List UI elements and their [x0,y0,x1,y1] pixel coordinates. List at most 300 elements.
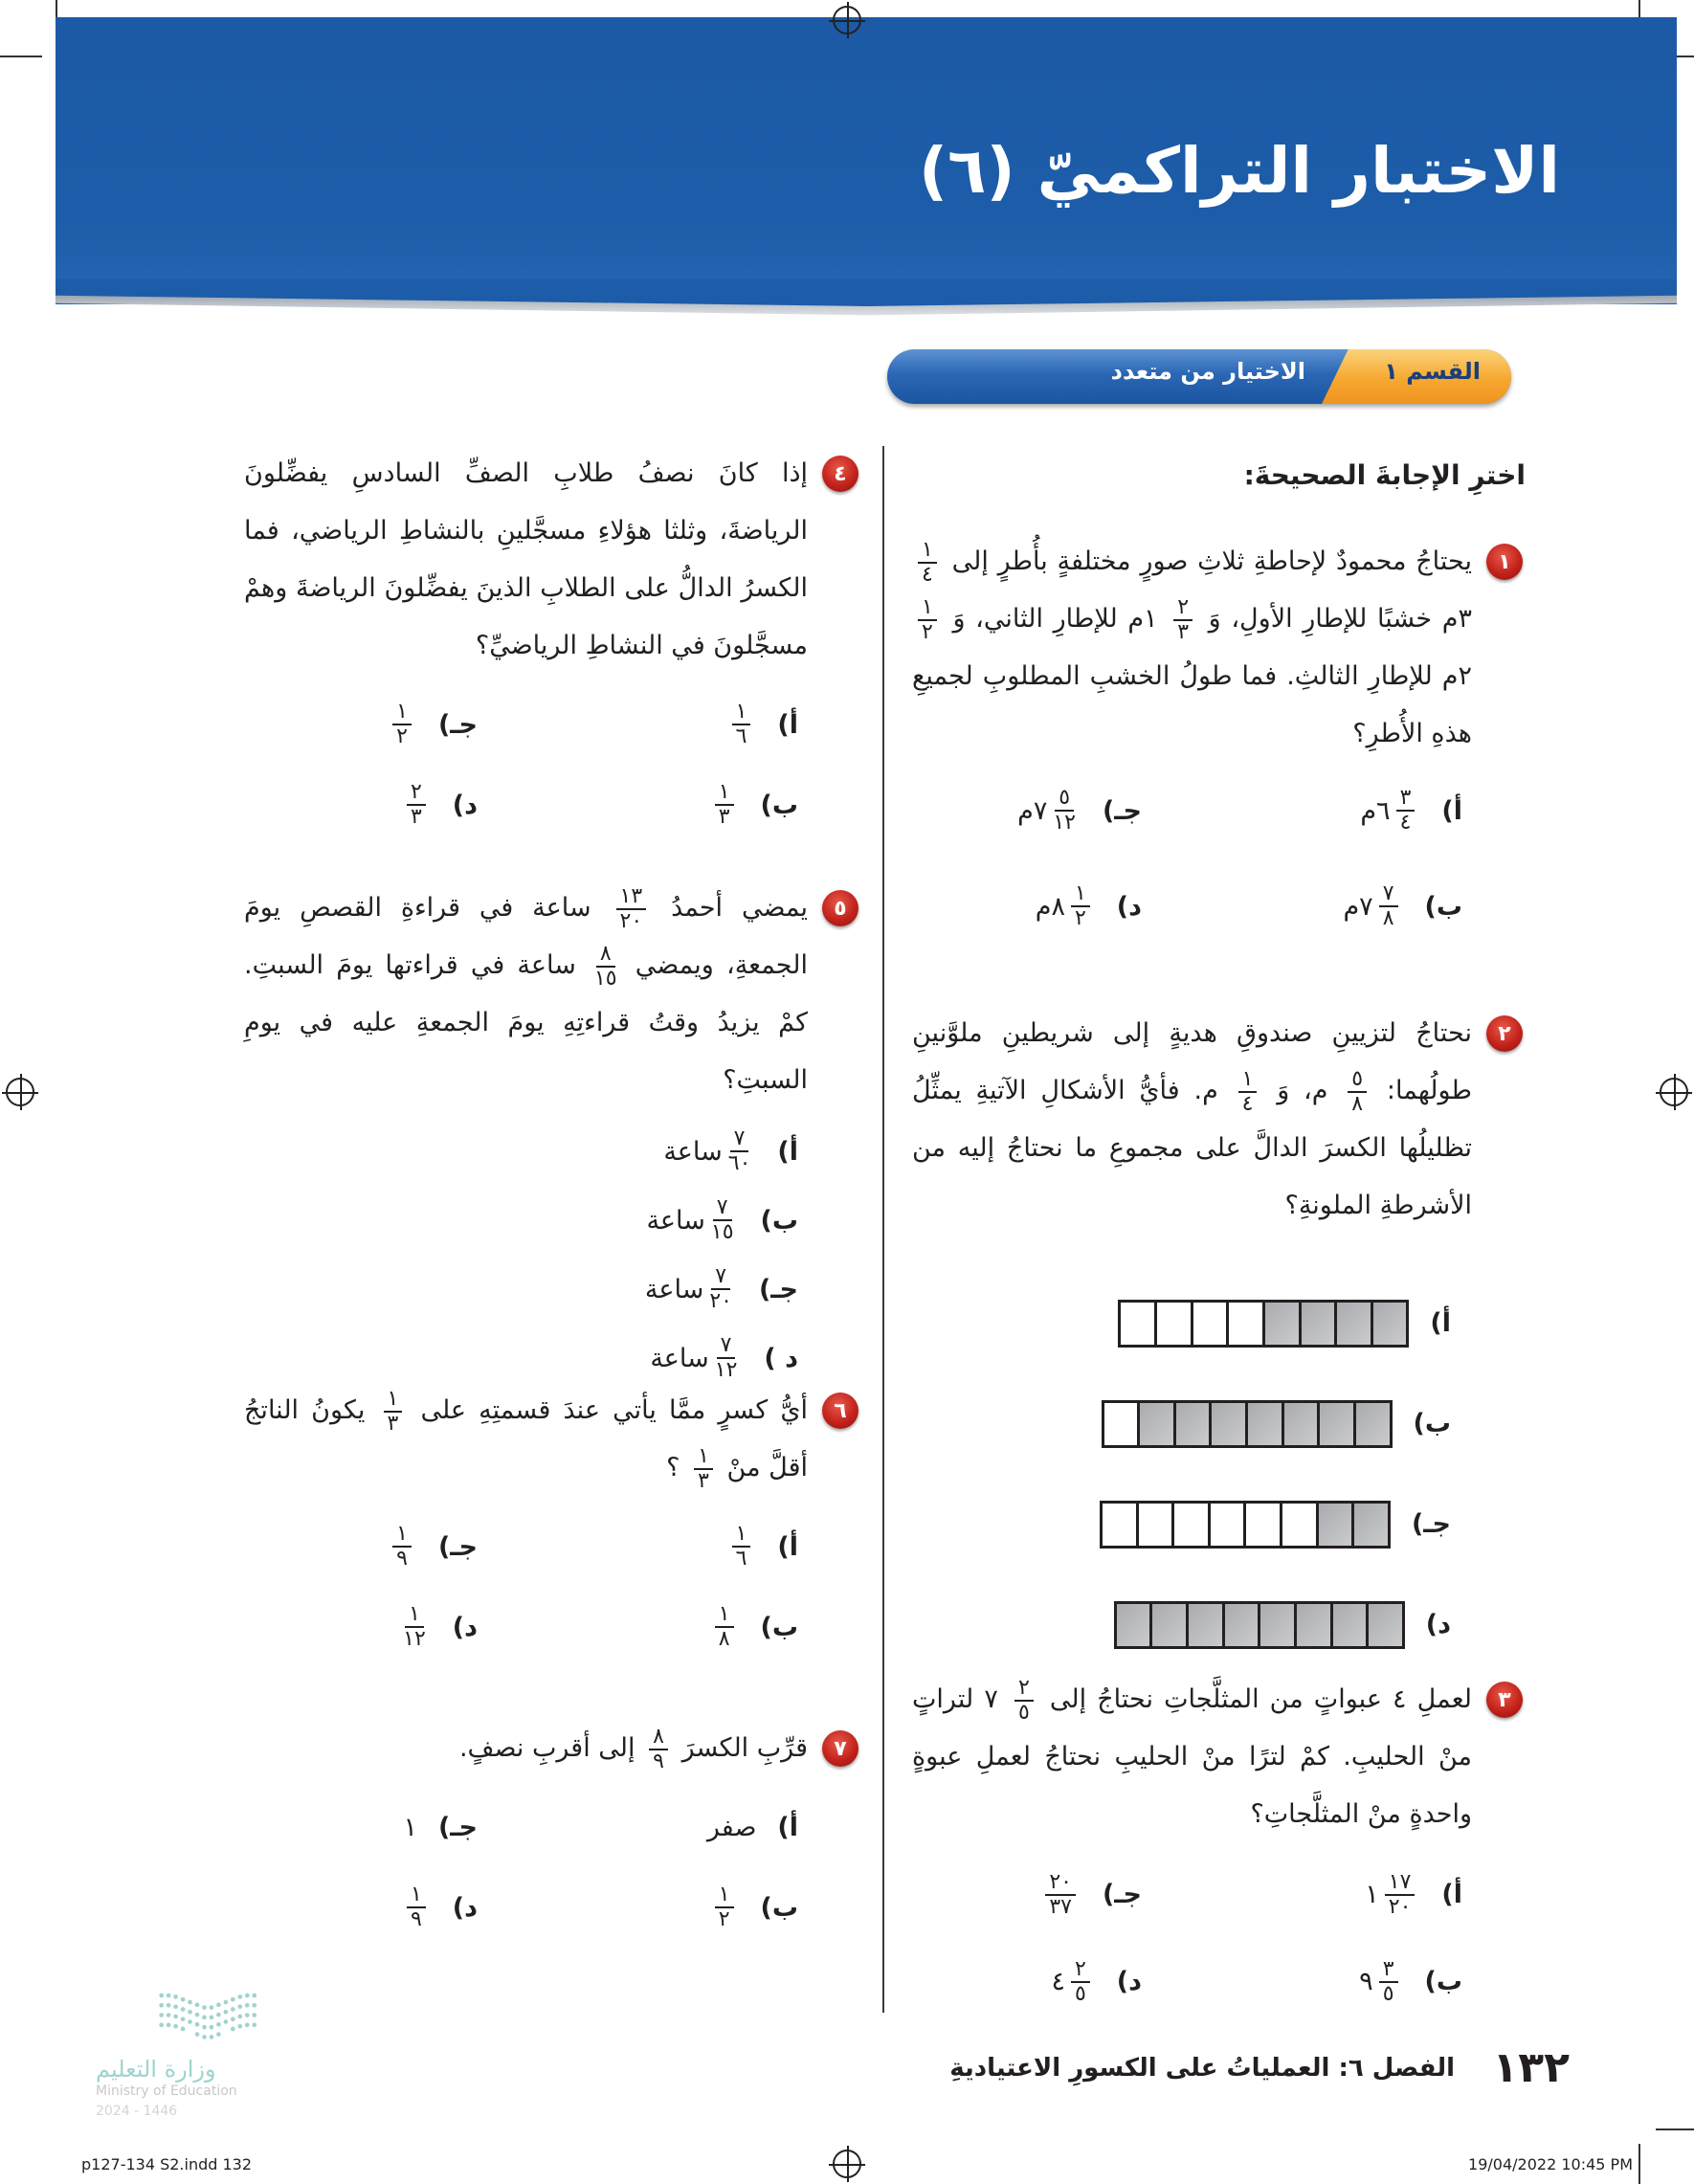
fraction [715,781,734,829]
section-banner [887,349,1511,404]
answer-option[interactable] [1068,1373,1451,1474]
fraction-denominator: ٦٠ [727,1151,751,1175]
logo-dot [167,2013,171,2017]
text-segment: ٢م للإطارِ الثالثِ. فما طولُ الخشبِ المطلوبِ لجميعِ هذهِ الأُطرِ؟ [912,661,1472,748]
logo-dot [159,2022,164,2027]
fraction [407,781,426,829]
option-label: أ) [1441,795,1462,826]
option-label: جـ) [437,709,478,740]
fraction-numerator: ٢ [1173,596,1192,621]
fraction-denominator: ٥ [1074,1981,1086,2006]
logo-year: 2024 - 1446 [96,2104,178,2119]
answer-option[interactable] [478,1506,798,1587]
text-segment: نحتاجُ لتزيينِ صندوقِ هديةٍ إلى شريطينِ ملوَّنينِ طولُهما: [912,1018,1472,1105]
fraction [649,1726,668,1773]
fraction-numerator: ٥ [1348,1068,1367,1093]
logo-dot [188,2010,192,2015]
text-segment: ساعة في قراءتها يومَ السبتِ. كمْ يزيدُ وقتُ قراءتِهِ يومَ الجمعةِ عليه في يومِ السبتِ؟ [244,950,808,1095]
fraction-numerator: ١ [715,1603,734,1628]
text-segment: ١ [1365,1880,1379,1909]
fraction [1173,596,1192,644]
page-title: الاختبار التراكميّ (٦) [918,134,1560,208]
logo-dot [159,2013,164,2017]
answer-option[interactable] [1142,858,1462,954]
text-segment: ٣م خشبًا للإطارِ الأولِ، وَ [1208,604,1472,634]
ministry-logo-icon [96,1989,325,2056]
fraction-denominator: ٢٠ [1388,1894,1412,1919]
logo-dot [173,1995,178,1999]
text-segment: ساعة في قراءةِ القصصِ يومَ الجمعةِ، ويمضي [244,893,808,980]
fraction-denominator: ٤ [1241,1091,1254,1116]
question-6 [244,1382,847,1667]
section-title: الاختيار من متعدد [1110,358,1305,385]
logo-dot [210,2025,214,2030]
answer-option[interactable] [1142,1851,1462,1938]
fraction [1385,1871,1415,1919]
fraction [732,701,751,748]
fraction [715,1883,734,1931]
answer-option[interactable] [478,1186,798,1255]
answer-option[interactable] [478,1117,798,1186]
logo-dot [181,1997,186,2002]
fraction-denominator: ٢ [718,1907,730,1931]
fraction-numerator: ١ [392,701,412,725]
logo-dot [231,2027,235,2032]
logo-dot [181,2017,186,2021]
text-segment: ساعة [650,1343,709,1373]
registration-mark-icon [833,2150,861,2178]
shaded-part [1351,1504,1388,1546]
answer-option[interactable] [157,684,478,765]
unshaded-part [1154,1303,1191,1345]
answer-option[interactable] [821,1851,1142,1938]
logo-dot [202,2016,207,2020]
answer-option[interactable] [821,1938,1142,2025]
unshaded-part [1104,1403,1138,1445]
question-number-badge: ٦ [822,1393,858,1429]
fraction-denominator: ١٢ [714,1358,738,1382]
fraction-denominator: ٢٠ [709,1289,732,1313]
shaded-part [1317,1403,1353,1445]
fraction-denominator: ٥ [1017,1700,1030,1725]
registration-mark-icon [833,6,861,34]
option-label: أ) [777,1812,798,1842]
answer-option[interactable] [157,1587,478,1667]
answer-option[interactable] [157,1867,478,1948]
logo-dot [167,2003,171,2008]
unshaded-part [1103,1504,1136,1546]
logo-dot [159,1994,164,1998]
fraction-numerator: ١ [694,1445,713,1470]
logo-dot [237,2024,242,2029]
crop-mark [0,56,42,57]
logo-dot [167,1994,171,1998]
fraction [616,885,647,933]
fraction-numerator: ٥ [1055,787,1074,812]
question-1 [912,533,1511,954]
question-number-badge: ١ [1486,544,1523,580]
fraction-numerator: ١٧ [1385,1871,1415,1896]
question-stem [912,1005,1472,1235]
instruction: اخترِ الإجابةَ الصحيحةَ: [1243,459,1526,491]
slug-file: p127-134 S2.indd 132 [81,2155,253,2173]
fraction-numerator: ٧ [730,1127,749,1152]
logo-english-text: Ministry of Education [96,2084,237,2099]
shaded-part [1222,1604,1259,1646]
fraction [384,1388,403,1436]
unshaded-part [1121,1303,1154,1345]
fraction-numerator: ١ [918,596,937,621]
logo-dot [195,2002,200,2007]
answer-option[interactable] [1142,763,1462,858]
fraction-denominator: ٢ [396,724,408,748]
question-number-badge: ٢ [1486,1015,1523,1052]
option-label: ب) [760,1892,798,1923]
fraction-denominator: ٩ [653,1749,664,1773]
question-number-badge: ٧ [822,1730,858,1767]
fraction [1053,787,1076,835]
fraction-numerator: ٢٠ [1045,1871,1076,1896]
option-label: أ) [1430,1308,1451,1338]
logo-dot [224,2019,229,2024]
fraction-numerator: ١ [392,1523,412,1548]
fraction-numerator: ٢ [407,781,426,806]
fraction [1379,1958,1398,2006]
option-label: جـ) [1102,795,1142,826]
fraction-numerator: ١ [715,781,734,806]
text-segment: ٩ [1359,1967,1373,1996]
option-label: د) [452,1612,478,1642]
fraction-numerator: ١ [715,1883,734,1908]
fraction-denominator: ٤ [922,562,933,587]
fraction [1071,1958,1090,2006]
shaded-part [1245,1403,1282,1445]
logo-dot [224,2010,229,2015]
fraction [1014,1677,1034,1725]
question-5 [244,880,847,1393]
shaded-part [1173,1403,1210,1445]
fraction-numerator: ١ [405,1603,424,1628]
question-2 [912,1005,1511,1675]
fraction-numerator: ١ [1071,882,1090,907]
logo-dot [237,2004,242,2009]
answer-option[interactable] [478,684,798,765]
fraction-numerator: ٧ [1379,882,1398,907]
option-label: ب) [1424,891,1462,922]
answer-options [912,1851,1472,2025]
page-number: ١٣٢ [1492,2043,1570,2092]
crop-mark [1638,2144,1640,2184]
option-label: ب) [760,1612,798,1642]
logo-dot [188,2000,192,2005]
logo-dot [252,2013,256,2017]
logo-dot [210,2005,214,2010]
fraction-denominator: ٢٠ [619,908,643,933]
answer-options [244,1787,808,1948]
question-number-badge: ٤ [822,456,858,492]
fraction-denominator: ٣ [410,805,422,829]
logo-dot [252,2003,256,2008]
unshaded-part [1171,1504,1208,1546]
logo-dot [216,2022,221,2027]
unshaded-part [1226,1303,1262,1345]
text-segment: أيُّ كسرٍ ممَّا يأتي عندَ قسمتِهِ على [420,1395,808,1425]
answer-options [244,1117,808,1393]
logo-dot [237,1995,242,1999]
text-segment: قرِّبِ الكسرَ [681,1733,808,1763]
fraction-numerator: ٧ [711,1265,730,1290]
fraction-denominator: ١٥ [593,966,617,991]
answer-option[interactable] [478,1867,798,1948]
logo-dot [188,2019,192,2024]
logo-dot [245,2013,250,2017]
text-segment: ساعة [644,1274,704,1304]
answer-option[interactable] [821,763,1142,858]
text-segment: يحتاجُ محمودٌ لإحاطةِ ثلاثِ صورٍ مختلفةٍ بأُطرٍ إلى [951,546,1472,576]
fraction [918,596,937,644]
option-label: أ) [777,709,798,740]
text-segment: ساعة [646,1205,705,1236]
logo-dot [210,2016,214,2020]
option-label: جـ) [758,1274,798,1304]
option-label: جـ) [437,1531,478,1562]
logo-dot [245,2022,250,2027]
fraction-numerator: ٢ [1071,1958,1090,1983]
answer-option[interactable] [157,1787,478,1867]
option-label: د ) [764,1343,798,1373]
logo-dot [216,2013,221,2017]
answer-options [912,1273,1472,1675]
fraction-numerator: ٧ [717,1334,736,1359]
answer-option[interactable] [1068,1273,1451,1373]
fraction-denominator: ٦ [735,1547,747,1571]
logo-dot [202,2025,207,2030]
fraction-denominator: ٣ [718,805,730,829]
fraction [1348,1068,1367,1116]
shaded-part [1186,1604,1222,1646]
text-segment: صفر [706,1812,757,1842]
registration-mark-icon [1660,1078,1688,1106]
question-number-badge: ٣ [1486,1682,1523,1718]
shaded-part [1299,1303,1335,1345]
text-segment: ساعة [663,1136,723,1167]
fraction [407,1883,426,1931]
question-4 [244,445,847,845]
option-label: د) [452,790,478,820]
fraction-denominator: ٩ [410,1907,422,1931]
text-segment: ٦م [1360,795,1391,826]
fraction-numerator: ٣ [1379,1958,1398,1983]
fraction-denominator: ١٢ [1053,811,1076,835]
fraction-numerator: ١ [732,1523,751,1548]
question-stem [912,533,1472,763]
fraction-denominator: ٣٧ [1049,1894,1072,1919]
section-number: القسم ١ [1384,358,1481,385]
fraction-numerator: ١ [732,701,751,725]
answer-options [912,763,1472,954]
fraction-denominator: ٨ [718,1627,730,1651]
logo-dot [231,2007,235,2012]
fraction [392,1523,412,1571]
unshaded-part [1243,1504,1280,1546]
fraction [715,1603,734,1651]
fraction-denominator: ٣ [1177,619,1190,644]
fraction-denominator: ٢ [922,619,933,644]
text-segment: م. فأيُّ الأشكالِ الآتيةِ يمثِّلُ تظليلُها الكسرَ الدالَّ على مجموعِ ما نحتاجُ إليه من الأشرطةِ الملونةِ؟ [912,1076,1472,1220]
option-label: ب) [1413,1409,1451,1438]
fraction-denominator: ٣ [387,1411,399,1436]
fraction-denominator: ٦ [735,724,747,748]
text-segment: ٧م [1343,891,1373,922]
text-segment: ٧ لتراتٍ منْ الحليبِ. كمْ لترًا منْ الحليبِ نحتاجُ لعملِ عبوةٍ واحدةٍ منْ المثلَّجاتِ؟ [912,1684,1472,1829]
fraction [1238,1068,1258,1116]
fraction-denominator: ٢ [1074,906,1086,930]
question-stem [244,1720,808,1777]
unshaded-part [1191,1303,1227,1345]
shaded-part [1371,1303,1407,1345]
question-3 [912,1671,1511,2025]
shaded-part [1316,1504,1352,1546]
question-7 [244,1720,847,1948]
fraction-numerator: ١٣ [616,885,647,910]
question-stem [244,1382,808,1497]
option-label: أ) [777,1531,798,1562]
option-label: جـ) [437,1812,478,1842]
shaded-part [1258,1604,1294,1646]
logo-dot [252,1994,256,1998]
fraction-numerator: ٢ [1014,1677,1034,1702]
shaded-part [1149,1604,1186,1646]
fraction-denominator: ١٢ [403,1627,426,1651]
answer-options [244,684,808,845]
fraction [709,1265,732,1313]
registration-mark-icon [6,1078,34,1106]
answer-option[interactable] [1068,1574,1451,1675]
answer-option[interactable] [157,765,478,845]
fraction-denominator: ٩ [396,1547,408,1571]
fraction-denominator: ٤ [1399,811,1412,835]
answer-option[interactable] [478,765,798,845]
text-segment: يمضي أحمدُ [671,893,808,923]
fraction-bar [1102,1400,1393,1448]
option-label: ب) [760,1205,798,1236]
logo-dot [167,2022,171,2027]
fraction-denominator: ٨ [1351,1091,1364,1116]
logo-dot [195,2013,200,2017]
shaded-part [1282,1403,1318,1445]
question-number-badge: ٥ [822,890,858,926]
option-label: ب) [1424,1967,1462,1996]
question-stem [912,1671,1472,1843]
option-label: أ) [777,1136,798,1167]
shaded-part [1294,1604,1330,1646]
logo-dot [224,2000,229,2005]
unshaded-part [1208,1504,1244,1546]
logo-dot [173,2015,178,2019]
fraction [392,701,412,748]
fraction [694,1445,713,1493]
text-segment: لعملِ ٤ عبواتٍ من المثلَّجاتِ نحتاجُ إلى [1049,1684,1472,1714]
fraction-numerator: ١ [918,539,937,564]
text-segment: يكونُ الناتجُ أقلَّ منْ [244,1395,808,1482]
fraction-numerator: ٧ [713,1196,732,1221]
text-segment: ١م للإطارِ الثاني، وَ [952,604,1158,634]
question-stem [244,880,808,1109]
logo-dot [216,2002,221,2007]
logo-dot [181,2027,186,2032]
fraction [1071,882,1090,930]
shaded-part [1137,1403,1173,1445]
fraction [711,1196,734,1244]
fraction-numerator: ٨ [596,943,615,968]
crop-mark [1656,2128,1694,2130]
text-segment: ؟ [666,1453,680,1482]
fraction-bar [1114,1601,1405,1649]
text-segment: إلى أقربِ نصفٍ. [458,1733,635,1763]
logo-dot [202,2005,207,2010]
answer-option[interactable] [157,1506,478,1587]
shaded-part [1353,1403,1390,1445]
option-label: أ) [1441,1880,1462,1909]
text-segment: م، وَ [1277,1076,1328,1105]
text-segment: ٨م [1035,891,1065,922]
option-label: جـ) [1411,1509,1451,1539]
logo-dot [252,2022,256,2027]
shaded-part [1209,1403,1245,1445]
answer-option[interactable] [821,858,1142,954]
answer-option[interactable] [1068,1474,1451,1574]
answer-option[interactable] [478,1587,798,1667]
option-label: ب) [760,790,798,820]
logo-dot [231,2017,235,2021]
slug-datetime: 19/04/2022 10:45 PM [1468,2155,1633,2173]
fraction-numerator: ٨ [649,1726,668,1750]
fraction [918,539,937,587]
fraction-numerator: ١ [1238,1068,1258,1093]
fraction-denominator: ٨ [1382,906,1394,930]
fraction-bar [1118,1300,1409,1348]
unshaded-part [1280,1504,1316,1546]
fraction-numerator: ٣ [1396,787,1415,812]
fraction [403,1603,426,1651]
text-segment: ١ [403,1812,417,1842]
option-label: د) [1116,1967,1142,1996]
logo-dot [245,2003,250,2008]
fraction-denominator: ٣ [698,1468,709,1493]
logo-dot [231,1997,235,2002]
answer-options [244,1506,808,1667]
option-label: د) [1425,1610,1451,1639]
logo-dot [210,2035,214,2039]
fraction-numerator: ١ [407,1883,426,1908]
fraction [1379,882,1398,930]
fraction [1396,787,1415,835]
fraction-denominator: ١٥ [710,1220,734,1244]
logo-dot [237,2015,242,2019]
column-divider [882,446,884,2013]
answer-option[interactable] [1142,1938,1462,2025]
logo-dot [173,2024,178,2029]
shaded-part [1262,1303,1299,1345]
fraction-bar [1100,1501,1391,1549]
fraction [715,1334,738,1382]
logo-dot [202,2035,207,2039]
logo-dot [195,2032,200,2037]
fraction [1045,1871,1076,1919]
answer-option[interactable] [478,1255,798,1324]
logo-dot [216,2032,221,2037]
answer-option[interactable] [478,1787,798,1867]
